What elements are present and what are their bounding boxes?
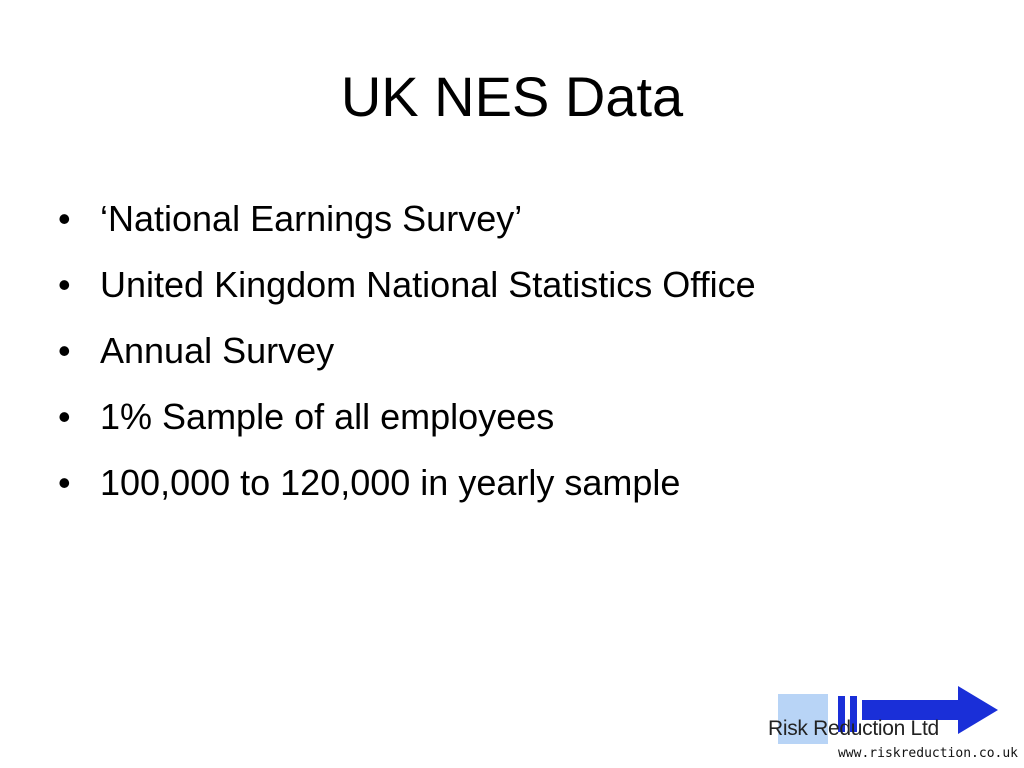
bullet-marker: • — [58, 396, 71, 437]
slide-title: UK NES Data — [340, 65, 684, 128]
bullet-list — [58, 186, 756, 516]
bullet-text: ‘National Earnings Survey’ — [100, 198, 523, 239]
bullet-marker: • — [58, 462, 71, 503]
bullet-text: 1% Sample of all employees — [100, 396, 555, 437]
bullet-item — [58, 318, 756, 384]
bullet-item — [58, 186, 756, 252]
bullet-text: 100,000 to 120,000 in yearly sample — [100, 462, 681, 503]
website-url: www.riskreduction.co.uk — [837, 746, 1018, 761]
bullet-marker: • — [58, 198, 71, 239]
bullet-item — [58, 384, 756, 450]
bullet-item — [58, 252, 756, 318]
bullet-text: Annual Survey — [100, 330, 335, 371]
bullet-marker: • — [58, 330, 71, 371]
bullet-text: United Kingdom National Statistics Office — [100, 264, 756, 305]
bullet-marker: • — [58, 264, 71, 305]
company-logo — [766, 684, 1002, 748]
logo-company-name: Risk Reduction Ltd — [768, 717, 939, 740]
bullet-item — [58, 450, 756, 516]
